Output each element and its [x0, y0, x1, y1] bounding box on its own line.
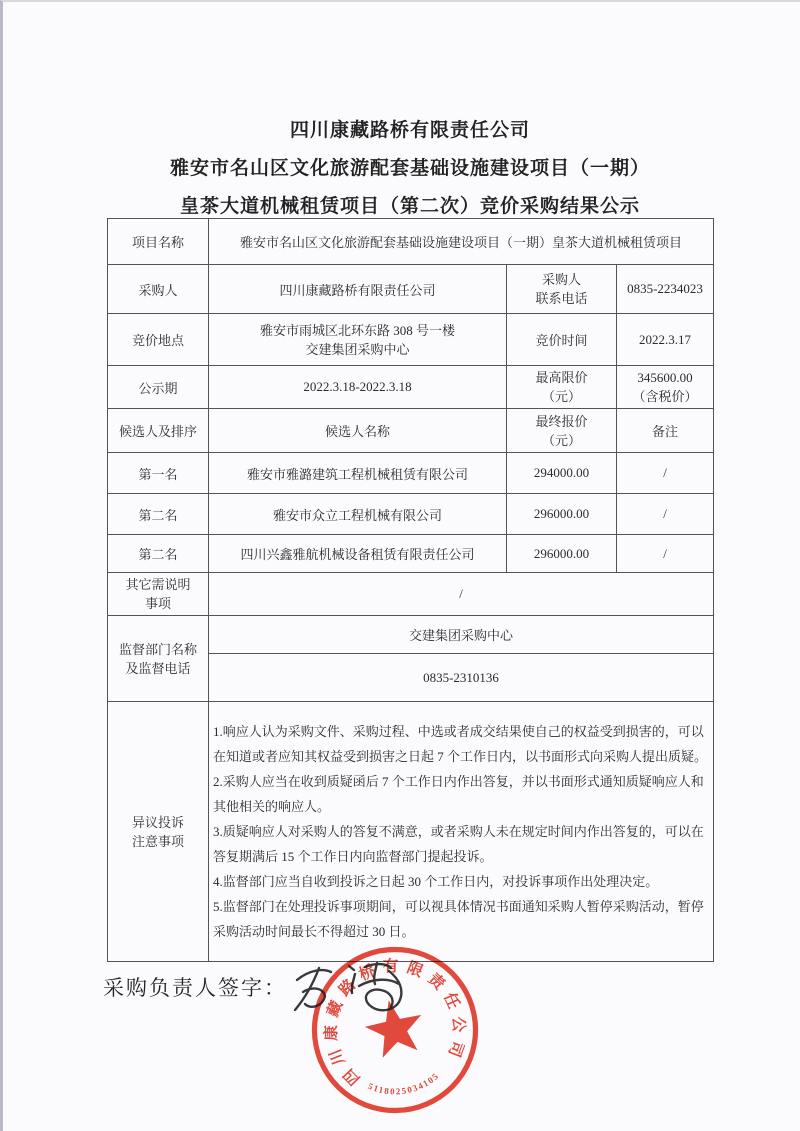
table-row [108, 616, 714, 654]
table-row [108, 366, 714, 409]
objection-item: 5.监督部门在处理投诉事项期间，可以视具体情况书面通知采购人暂停采购活动，暂停采购活动时间最长不得超过 30 日。 [213, 899, 704, 939]
venue-label: 竞价地点 [108, 314, 209, 366]
venue-value [209, 314, 507, 366]
candidate-bid-header-line2: （元） [541, 432, 581, 448]
candidate-remark: / [617, 494, 714, 535]
title-project: 雅安市名山区文化旅游配套基础设施建设项目（一期） [169, 158, 650, 179]
candidate-row [108, 494, 714, 535]
project-name-label: 项目名称 [108, 219, 209, 265]
purchaser-label: 采购人 [108, 265, 209, 314]
document-title-block [107, 112, 713, 226]
purchaser-contact-label-line1: 采购人 [541, 272, 581, 287]
max-price-label [507, 366, 617, 409]
signature-label: 采购负责人签字： [103, 976, 287, 1000]
objection-item: 4.监督部门应当自收到投诉之日起 30 个工作日内，对投诉事项作出处理决定。 [213, 874, 659, 889]
candidate-name: 四川兴鑫雅航机械设备租赁有限责任公司 [209, 535, 507, 573]
candidate-rank: 第二名 [108, 494, 209, 535]
procurement-result-table [107, 218, 714, 962]
table-row [108, 265, 714, 314]
candidate-bid-header-line1: 最终报价 [535, 413, 588, 429]
candidate-bid: 296000.00 [507, 535, 617, 573]
supervision-label [108, 616, 209, 702]
other-notes-label-line1: 其它需说明 [125, 577, 191, 592]
candidate-remark-header: 备注 [617, 409, 714, 453]
candidate-bid: 296000.00 [507, 494, 617, 535]
candidate-header-row [108, 409, 714, 453]
candidate-rank: 第二名 [108, 535, 209, 573]
table-row [108, 219, 714, 265]
candidate-rank: 第一名 [108, 453, 209, 494]
max-price-label-line1: 最高限价 [535, 370, 588, 385]
venue-address-line2: 交建集团采购中心 [305, 341, 410, 357]
candidate-bid: 294000.00 [507, 453, 617, 494]
objection-item: 3.质疑响应人对采购人的答复不满意，或者采购人未在规定时间内作出答复的，可以在答复期满后 15 个工作日内向监督部门提起投诉。 [213, 824, 704, 864]
objection-content [209, 702, 714, 962]
publicity-label: 公示期 [108, 366, 209, 409]
candidate-name: 雅安市雅潞建筑工程机械租赁有限公司 [209, 453, 507, 494]
other-notes-label-line2: 事项 [144, 596, 171, 611]
other-notes-label [108, 573, 209, 616]
supervision-phone: 0835-2310136 [209, 654, 714, 702]
objection-label-line1: 异议投诉 [131, 814, 184, 830]
other-notes-value: / [209, 573, 714, 616]
company-seal-stamp [288, 923, 501, 1131]
seal-company-arc-text: 四川康藏路桥有限责任公司 [323, 958, 467, 1089]
bid-time-label: 竞价时间 [507, 314, 617, 366]
candidate-name: 雅安市众立工程机械有限公司 [209, 494, 507, 535]
seal-serial-arc-text: 5118025034105 [366, 1070, 442, 1097]
title-result: 皇茶大道机械租赁项目（第二次）竞价采购结果公示 [179, 196, 640, 217]
objection-item: 1.响应人认为采购文件、采购过程、中选或者成交结果使自己的权益受到损害的，可以在知道或者应知其权益受到损害之日起 7 个工作日内，以书面形式向采购人提出质疑。 [213, 724, 708, 764]
handwritten-signature [289, 958, 434, 1020]
objection-item: 2.采购人应当在收到质疑函后 7 个工作日内作出答复，并以书面形式通知质疑响应人和其他相关的响应人。 [213, 774, 704, 814]
table-row [108, 314, 714, 366]
venue-address-line1: 雅安市雨城区北环东路 308 号一楼 [259, 322, 455, 338]
max-price-amount: 345600.00 [637, 370, 693, 385]
candidate-name-header: 候选人名称 [209, 409, 507, 453]
candidate-rank-header: 候选人及排序 [108, 409, 209, 453]
project-name-value: 雅安市名山区文化旅游配套基础设施建设项目（一期）皇茶大道机械租赁项目 [209, 219, 714, 265]
candidate-bid-header [507, 409, 617, 453]
purchaser-phone: 0835-2234023 [617, 265, 714, 314]
objection-label-line2: 注意事项 [131, 833, 184, 849]
purchaser-contact-label [507, 265, 617, 314]
table-row [108, 573, 714, 616]
supervision-label-line1: 监督部门名称 [118, 641, 197, 657]
max-price-label-line2: （元） [541, 389, 581, 404]
candidate-row [108, 453, 714, 494]
bid-time-value: 2022.3.17 [617, 314, 714, 366]
max-price-value [617, 366, 714, 409]
candidate-remark: / [617, 453, 714, 494]
supervision-label-line2: 及监督电话 [125, 660, 191, 676]
supervision-department: 交建集团采购中心 [209, 616, 714, 654]
candidate-remark: / [617, 535, 714, 573]
publicity-period: 2022.3.18-2022.3.18 [209, 366, 507, 409]
seal-serial-text [365, 1066, 443, 1103]
candidate-row [108, 535, 714, 573]
table-row [108, 702, 714, 962]
purchaser-value: 四川康藏路桥有限责任公司 [209, 265, 507, 314]
objection-label [108, 702, 209, 962]
title-company: 四川康藏路桥有限责任公司 [289, 120, 530, 141]
purchaser-contact-label-line2: 联系电话 [535, 291, 588, 306]
max-price-note: （含税价） [632, 389, 698, 404]
